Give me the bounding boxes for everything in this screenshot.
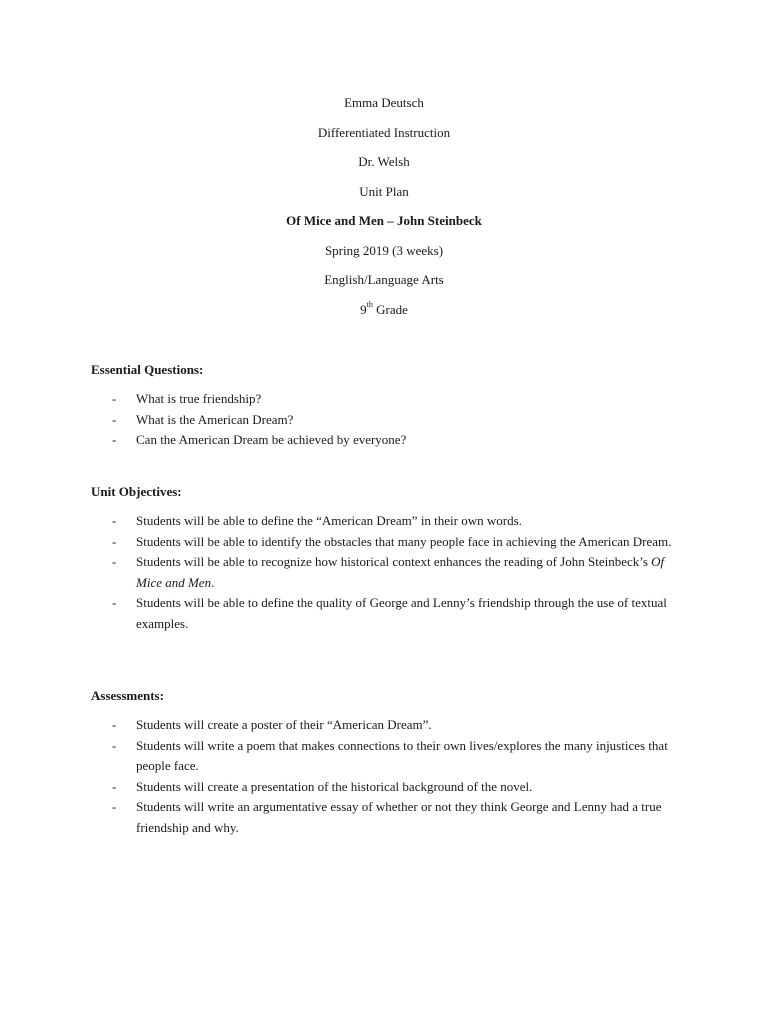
list-item-text: Students will write a poem that makes connections to their own lives/explores the many injustices that people face. <box>136 737 668 774</box>
list-item-text: Can the American Dream be achieved by everyone? <box>136 432 407 448</box>
essential-questions-list <box>91 389 681 451</box>
list-item-text: Students will write an argumentative essay of whether or not they think George and Lenny had a true friendship and why. <box>136 799 662 835</box>
grade-suffix: th <box>366 300 373 310</box>
unit-objectives-list <box>91 511 681 635</box>
assessments-section <box>91 686 681 839</box>
list-item <box>91 389 681 410</box>
unit-title: Of Mice and Men – John Steinbeck <box>286 213 482 228</box>
list-item <box>91 532 681 553</box>
author-name: Emma Deutsch <box>344 95 424 110</box>
list-item <box>91 593 681 634</box>
list-item <box>91 777 681 798</box>
instructor-name: Dr. Welsh <box>358 154 410 169</box>
bullet-dash: - <box>112 391 117 406</box>
course-name: Differentiated Instruction <box>317 124 451 140</box>
grade-word: Grade <box>372 301 408 317</box>
list-item-text: What is the American Dream? <box>136 411 294 427</box>
list-item <box>91 552 681 593</box>
bullet-dash: - <box>112 554 117 570</box>
bullet-dash: - <box>112 411 117 427</box>
list-item-text: Students will create a presentation of the historical background of the novel. <box>136 778 533 794</box>
bullet-dash: - <box>112 717 117 732</box>
list-item-text: Students will be able to identify the obstacles that many people face in achieving the American Dream. <box>136 533 672 549</box>
unit-objectives-section <box>91 482 681 635</box>
list-item <box>91 430 681 451</box>
list-item-text: Students will be able to recognize how historical context enhances the reading of John Steinbeck’s <box>136 554 652 570</box>
bullet-dash: - <box>112 799 117 815</box>
bullet-dash: - <box>112 595 117 611</box>
bullet-dash: - <box>112 533 117 549</box>
bullet-dash: - <box>112 432 117 448</box>
list-item-text: What is true friendship? <box>136 391 262 406</box>
list-item-text: Students will be able to define the quality of George and Lenny’s friendship through the use of textual examples. <box>136 595 667 631</box>
list-item <box>91 511 681 532</box>
subject: English/Language Arts <box>324 272 444 287</box>
bullet-dash: - <box>112 513 117 528</box>
section-title: Essential Questions: <box>91 362 204 377</box>
list-item-text: Students will be able to define the “American Dream” in their own words. <box>136 513 522 528</box>
document-header <box>0 93 768 329</box>
list-item-end: . <box>211 574 215 590</box>
assessments-list <box>91 715 681 839</box>
grade-number: 9 <box>360 301 367 317</box>
section-title: Assessments: <box>91 688 164 703</box>
list-item <box>91 715 681 736</box>
bullet-dash: - <box>112 737 117 753</box>
section-title: Unit Objectives: <box>91 484 182 499</box>
document-type: Unit Plan <box>359 183 409 199</box>
novel-title-italic: Of Mice and Men <box>136 554 665 590</box>
list-item <box>91 410 681 431</box>
grade-level <box>0 300 768 330</box>
bullet-dash: - <box>112 778 117 794</box>
list-item <box>91 797 681 838</box>
essential-questions-section <box>91 360 681 451</box>
list-item <box>91 736 681 777</box>
term: Spring 2019 (3 weeks) <box>324 242 444 258</box>
list-item-text: Students will create a poster of their “American Dream”. <box>136 717 432 732</box>
